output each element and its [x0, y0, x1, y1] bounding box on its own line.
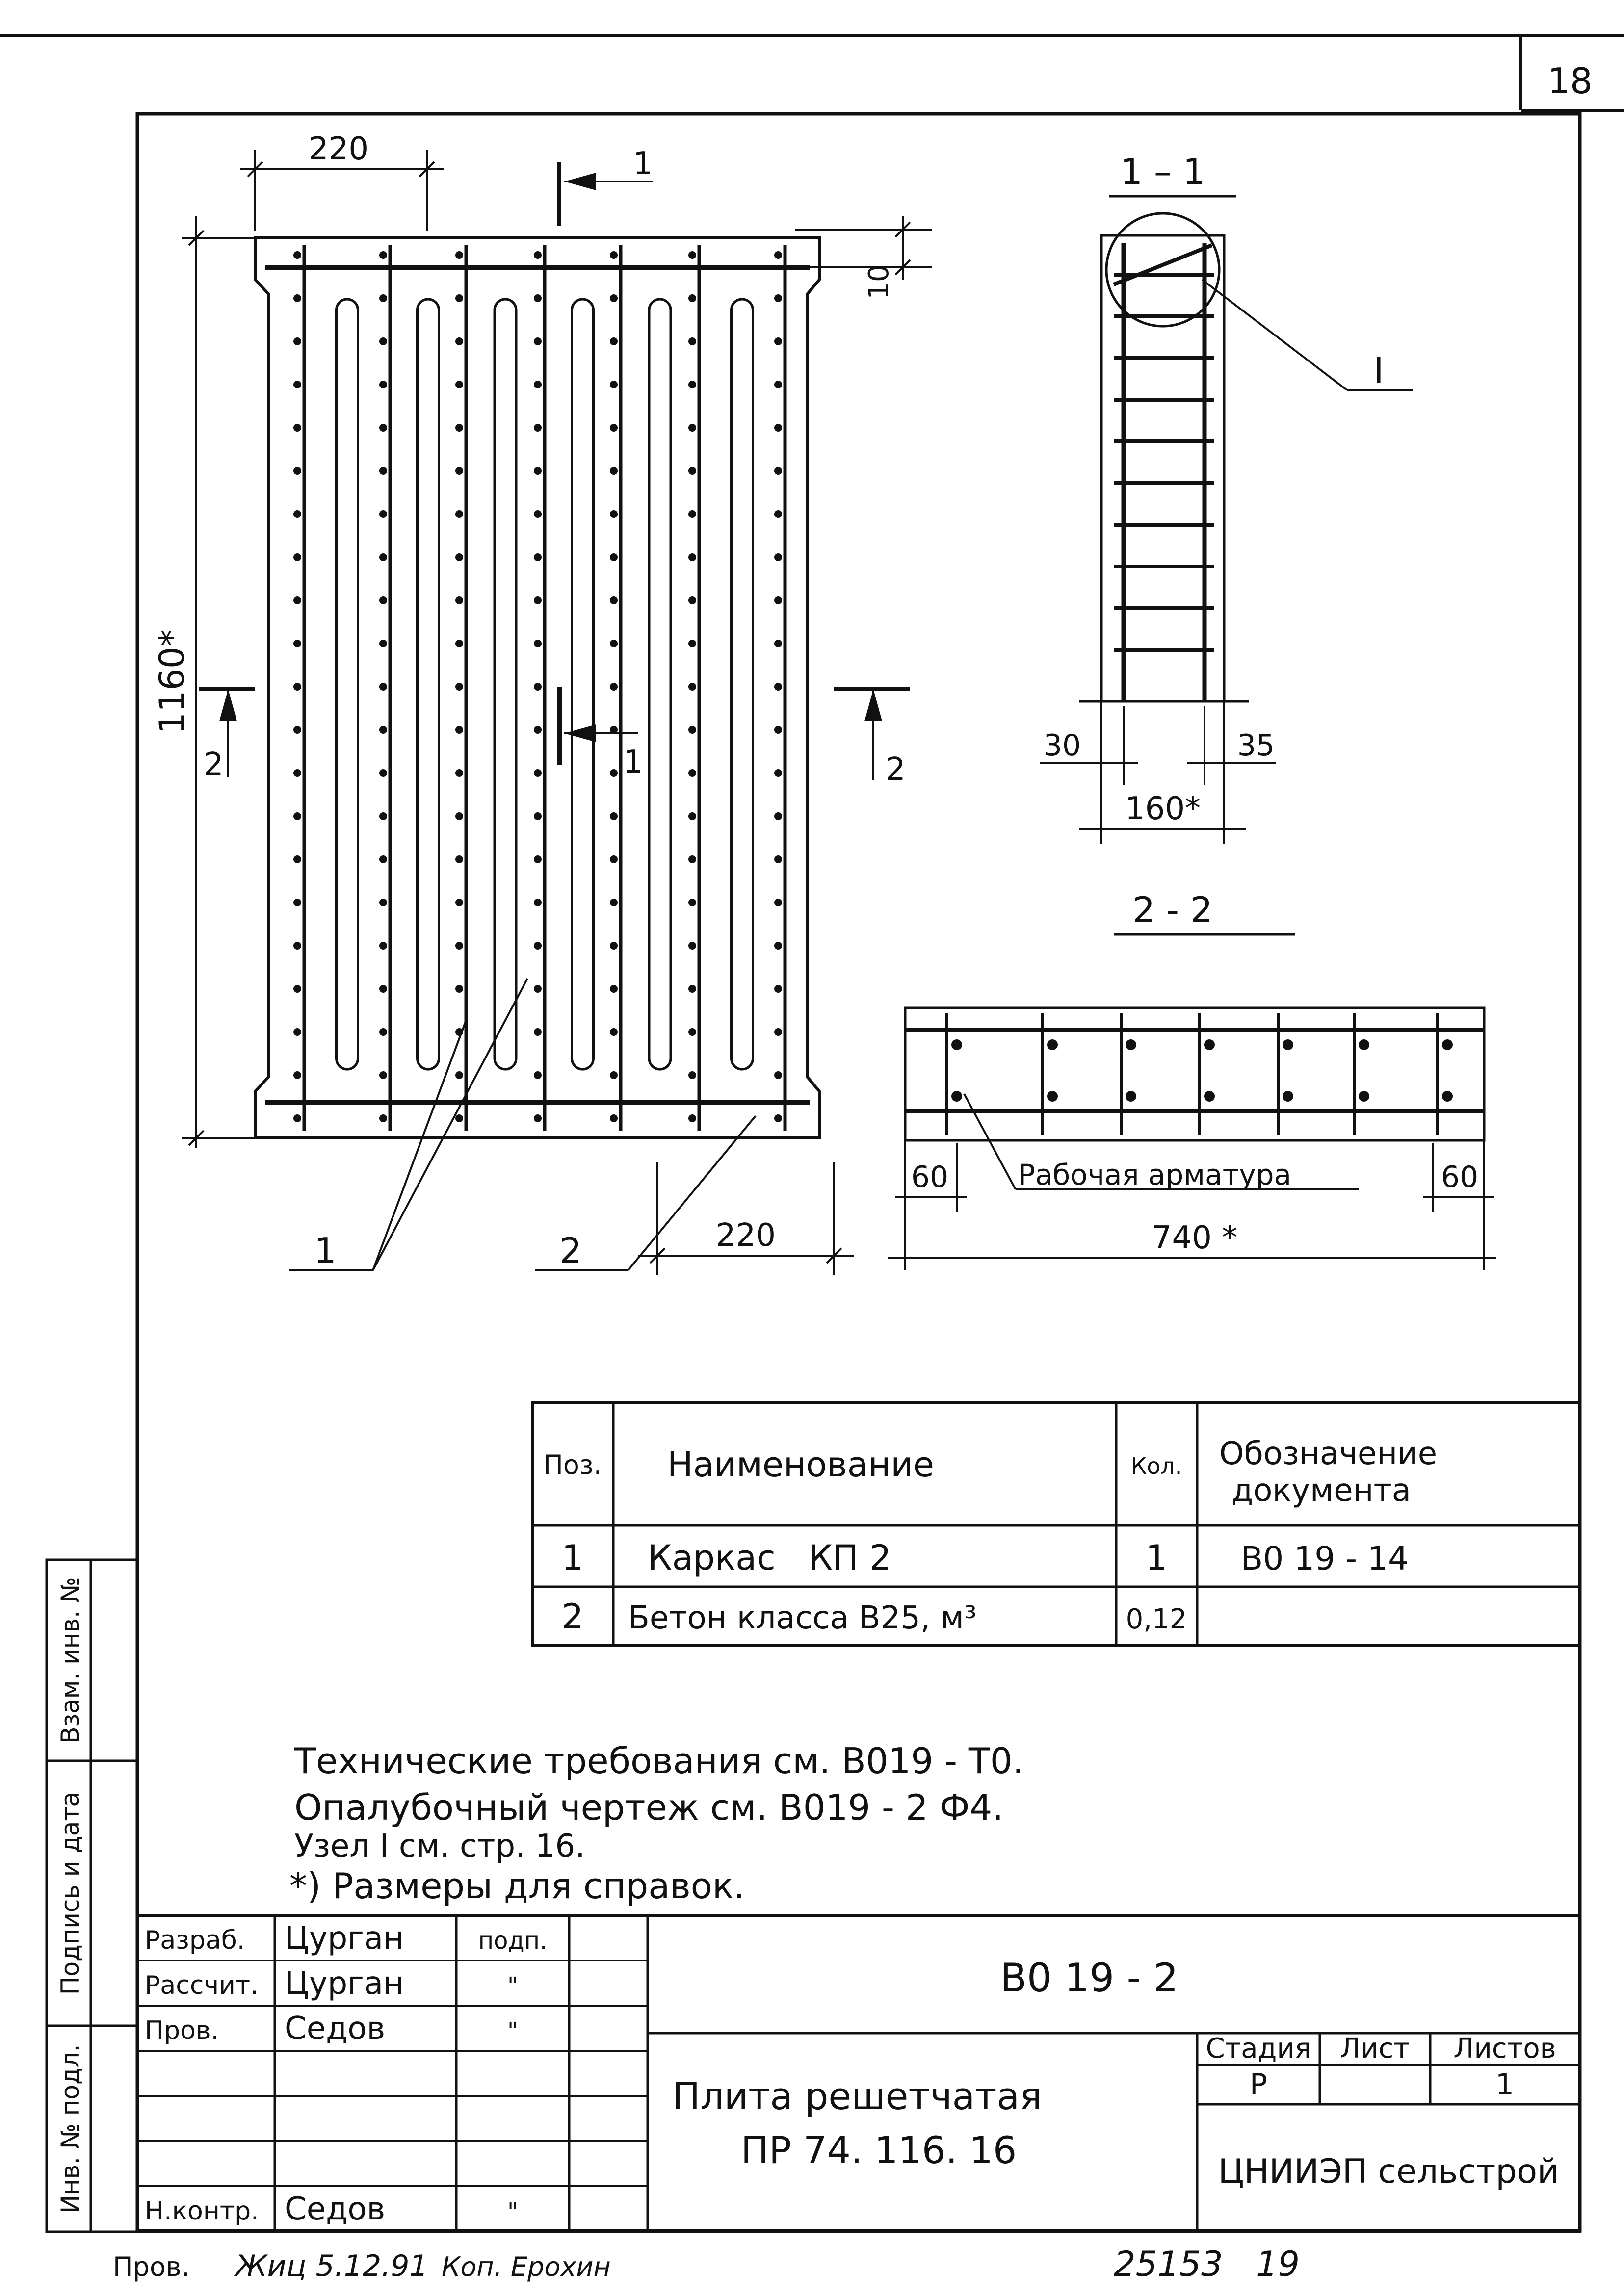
rebar-dot [293, 855, 301, 863]
sheet-header: Лист [1340, 2033, 1410, 2064]
title-person: Цурган [285, 1965, 404, 2002]
rebar-dot [534, 855, 542, 863]
rebar-dot [293, 1114, 301, 1122]
rebar-dot [379, 1028, 387, 1036]
rebar-dot [455, 294, 463, 302]
rebar-dot [1204, 1039, 1215, 1050]
rebar-dot [293, 381, 301, 388]
rebar-dot [455, 251, 463, 259]
rebar-dot [379, 553, 387, 561]
rebar-dot [610, 424, 618, 432]
spec-row-2-qty: 0,12 [1126, 1603, 1187, 1635]
rebar-dot [610, 683, 618, 691]
section-1-top-label: 1 [633, 146, 653, 182]
spec-header-name: Наименование [667, 1445, 934, 1485]
rebar-dot [688, 596, 696, 604]
rebar-dot [610, 510, 618, 518]
rebar-dot [774, 337, 782, 345]
rebar-dot [379, 769, 387, 777]
dim-160: 160* [1125, 791, 1201, 827]
section-2-left-label: 2 [204, 747, 224, 783]
footer [113, 2244, 1300, 2284]
rebar-dot [455, 467, 463, 475]
rebar-dot [610, 1071, 618, 1079]
rebar-dot [455, 640, 463, 647]
rebar-dot [293, 596, 301, 604]
rebar-dot [455, 726, 463, 734]
sheets-header: Листов [1453, 2033, 1556, 2064]
rebar-dot [610, 553, 618, 561]
note-3: Узел I см. стр. 16. [294, 1828, 585, 1864]
rebar-dot [379, 942, 387, 950]
title-block-rows [137, 1920, 648, 2227]
spec-row-1-pos: 1 [561, 1538, 584, 1578]
slot-opening [337, 299, 358, 1069]
rebar-dot [688, 899, 696, 906]
rebar-dot [379, 1071, 387, 1079]
rebar-dot [534, 683, 542, 691]
rebar-dot [293, 251, 301, 259]
rebar-dot [688, 985, 696, 993]
rebar-dot [774, 726, 782, 734]
slot-opening [418, 299, 439, 1069]
spec-row-1-qty: 1 [1145, 1538, 1168, 1578]
rebar-dot [379, 855, 387, 863]
rebar-dot [379, 337, 387, 345]
rebar-dot [293, 769, 301, 777]
rebar-dot [293, 683, 301, 691]
rebar-dot [379, 294, 387, 302]
rebar-dot [610, 855, 618, 863]
stage-value: Р [1249, 2067, 1268, 2102]
stamp-sign-date: Подпись и дата [56, 1791, 84, 1995]
rebar-dot [688, 812, 696, 820]
rebar-dot [688, 510, 696, 518]
specification-table [532, 1403, 1580, 1646]
rebar-dot [1359, 1091, 1369, 1102]
spec-header-pos: Поз. [543, 1449, 602, 1480]
rebar-dot [379, 640, 387, 647]
rebar-dot [455, 381, 463, 388]
slot-opening [572, 299, 594, 1069]
rebar-dot [774, 640, 782, 647]
section-1-1 [1040, 151, 1413, 844]
rebar-dot [379, 381, 387, 388]
rebar-dot [455, 985, 463, 993]
rebar-dot [379, 899, 387, 906]
spec-row-1-doc: В0 19 - 14 [1241, 1540, 1409, 1577]
sheet-number: 18 [1547, 60, 1593, 102]
rebar-dot [774, 467, 782, 475]
rebar-dot [774, 769, 782, 777]
rebar-dot [455, 855, 463, 863]
organization: ЦНИИЭП сельстрой [1218, 2152, 1559, 2191]
plate-plan-view [255, 238, 819, 1138]
rebar-dot [688, 294, 696, 302]
title-person: Седов [285, 2191, 386, 2227]
rebar-dot [534, 726, 542, 734]
rebar-dot [534, 553, 542, 561]
rebar-dot [455, 683, 463, 691]
rebar-dot [774, 683, 782, 691]
title-block [137, 1915, 1580, 2232]
rebar-dot [774, 899, 782, 906]
rebar-dot [688, 855, 696, 863]
rebar-dot [1126, 1091, 1136, 1102]
rebar-dot [534, 424, 542, 432]
rebar-dot [455, 769, 463, 777]
rebar-dot [774, 1028, 782, 1036]
rebar-dot [688, 1114, 696, 1122]
stage-header: Стадия [1205, 2033, 1311, 2064]
title-role: Пров. [145, 2016, 219, 2045]
title-role: Рассчит. [145, 1971, 259, 2000]
rebar-dot [534, 1028, 542, 1036]
rebar-dot [688, 381, 696, 388]
rebar-dot [610, 467, 618, 475]
slot-opening [649, 299, 671, 1069]
section-1-mid-label: 1 [623, 744, 643, 780]
footer-page: 19 [1256, 2244, 1300, 2284]
rebar-dot [293, 1071, 301, 1079]
rebar-dot [455, 510, 463, 518]
dim-30: 30 [1043, 728, 1081, 763]
rebar-dot [455, 1114, 463, 1122]
rebar-dot [774, 424, 782, 432]
reinforcement-dots [293, 251, 782, 1122]
rebar-dot [293, 985, 301, 993]
rebar-dot [774, 1071, 782, 1079]
rebar-dot [688, 942, 696, 950]
rebar-dot [379, 985, 387, 993]
rebar-dot [293, 726, 301, 734]
rebar-dot [774, 855, 782, 863]
rebar-dot [610, 812, 618, 820]
rebar-dot [1047, 1039, 1058, 1050]
rebar-dot [1283, 1039, 1293, 1050]
rebar-dot [774, 294, 782, 302]
rebar-dot [455, 553, 463, 561]
note-1: Технические требования см. В019 - Т0. [294, 1740, 1024, 1781]
rebar-dot [379, 683, 387, 691]
doc-code: В0 19 - 2 [1000, 1955, 1179, 2001]
title-role: Н.контр. [145, 2196, 259, 2226]
dim-width-top: 220 [308, 131, 369, 167]
rebar-dot [1359, 1039, 1369, 1050]
rebar-dot [455, 337, 463, 345]
spec-row-2-pos: 2 [561, 1597, 584, 1637]
rebar-dot [379, 251, 387, 259]
rebar-dot [534, 1114, 542, 1122]
rebar-dot [610, 251, 618, 259]
rebar-dot [610, 985, 618, 993]
rebar-dot [610, 640, 618, 647]
title-line-2: ПР 74. 116. 16 [741, 2128, 1017, 2172]
rebar-dot [688, 467, 696, 475]
stirrup-rungs [1114, 275, 1214, 650]
rebar-dot [534, 769, 542, 777]
rebar-dot [610, 1114, 618, 1122]
rebar-dot [534, 467, 542, 475]
sheets-value: 1 [1495, 2067, 1515, 2102]
leader-2-label: 2 [559, 1230, 582, 1271]
rebar-dot [774, 510, 782, 518]
rebar-dot [610, 596, 618, 604]
rebar-dot [455, 942, 463, 950]
rebar-dot [379, 596, 387, 604]
rebar-dot [534, 640, 542, 647]
rebar-dot [688, 337, 696, 345]
footer-checked-sign: Жиц 5.12.91 [236, 2249, 428, 2283]
section-2-right-label: 2 [886, 751, 906, 788]
title-signature: " [507, 2198, 519, 2225]
section-1-1-title: 1 – 1 [1120, 151, 1205, 192]
rebar-dot [379, 467, 387, 475]
slot-opening [495, 299, 516, 1069]
spec-header-qty: Кол. [1130, 1453, 1182, 1479]
rebar-dot [951, 1039, 962, 1050]
node-label: I [1373, 350, 1384, 391]
rebar-dot [688, 424, 696, 432]
rebar-dot [534, 294, 542, 302]
rebar-dot [1283, 1091, 1293, 1102]
rebar-dot [610, 769, 618, 777]
rebar-dot [688, 251, 696, 259]
rebar-dot [379, 424, 387, 432]
rebar-dot [455, 812, 463, 820]
rebar-dot [1126, 1039, 1136, 1050]
title-role: Разраб. [145, 1926, 245, 1955]
title-signature: " [507, 1972, 519, 2000]
rebar-dot [293, 510, 301, 518]
rebar-dot [774, 1114, 782, 1122]
rebar-dot [688, 640, 696, 647]
title-person: Седов [285, 2011, 386, 2047]
rebar-dot [774, 381, 782, 388]
rebar-dot [293, 294, 301, 302]
leader-1-label: 1 [314, 1230, 337, 1271]
rebar-dot [610, 942, 618, 950]
rebar-dot [774, 251, 782, 259]
rebar-dot [293, 812, 301, 820]
rebar-dot [688, 683, 696, 691]
rebar-dot [774, 812, 782, 820]
rebar-dot [688, 1071, 696, 1079]
rebar-dot [534, 899, 542, 906]
dim-width-bottom: 220 [715, 1217, 776, 1254]
note-4: *) Размеры для справок. [289, 1865, 745, 1907]
rebar-dot [610, 337, 618, 345]
rebar-dot [774, 553, 782, 561]
title-signature: " [507, 2017, 519, 2045]
rebar-dot [534, 985, 542, 993]
rebar-dot [455, 596, 463, 604]
notes [289, 1740, 1024, 1907]
rebar-dot [1442, 1039, 1453, 1050]
rebar-dot [774, 985, 782, 993]
rebar-dot [293, 1028, 301, 1036]
rebar-dot [534, 251, 542, 259]
rebar-dot [379, 812, 387, 820]
longitudinal-ribs [304, 245, 785, 1131]
rebar-dot [610, 899, 618, 906]
rebar-dot [688, 726, 696, 734]
rebar-dot [534, 510, 542, 518]
rebar-dot [379, 1114, 387, 1122]
title-person: Цурган [285, 1920, 404, 1957]
spec-row-2-name: Бетон класса В25, м³ [628, 1600, 977, 1636]
rebar-dot [688, 769, 696, 777]
rebar-dot [534, 596, 542, 604]
rebar-dot [379, 726, 387, 734]
rebar-dot [774, 942, 782, 950]
rebar-dot [1442, 1091, 1453, 1102]
rebar-dot [534, 381, 542, 388]
slot-opening [732, 299, 753, 1069]
stamp-inv-orig: Инв. № подл. [56, 2044, 84, 2214]
dim-740: 740 * [1152, 1220, 1238, 1256]
dim-top-offset: 10 [863, 264, 895, 300]
position-leaders [289, 979, 756, 1271]
rebar-dot [610, 294, 618, 302]
rebar-dot [293, 942, 301, 950]
rebar-dot [379, 510, 387, 518]
rebar-dot [293, 467, 301, 475]
rebar-dot [688, 553, 696, 561]
spec-row-1-name: Каркас КП 2 [648, 1538, 891, 1578]
section-2-2 [888, 889, 1496, 1270]
rebar-dot [534, 812, 542, 820]
rebar-dot [293, 337, 301, 345]
rebar-dot [293, 553, 301, 561]
title-signature: подп. [478, 1927, 548, 1955]
working-rebar-label: Рабочая арматура [1018, 1158, 1292, 1191]
rebar-dot [534, 337, 542, 345]
rebar-dot [688, 1028, 696, 1036]
rebar-dot [455, 424, 463, 432]
dim-60-right: 60 [1441, 1160, 1479, 1194]
rebar-dot [293, 640, 301, 647]
stamp-repl-inv: Взам. инв. № [56, 1577, 84, 1744]
rebar-dot [774, 596, 782, 604]
rebar-dot [293, 424, 301, 432]
rebar-dot [293, 899, 301, 906]
dim-60-left: 60 [911, 1160, 949, 1194]
rebar-dot [610, 381, 618, 388]
title-line-1: Плита решетчатая [672, 2074, 1042, 2118]
footer-checked: Пров. [113, 2251, 190, 2282]
rebar-dot [610, 1028, 618, 1036]
rebar-dot [534, 1071, 542, 1079]
footer-copy: Коп. Ерохин [442, 2251, 611, 2282]
rebar-dot [1204, 1091, 1215, 1102]
rebar-dot [951, 1091, 962, 1102]
rebar-dot [455, 899, 463, 906]
footer-archive-no: 25153 [1114, 2244, 1223, 2284]
spec-header-doc: Обозначение документа [1219, 1436, 1438, 1509]
rebar-dot [534, 942, 542, 950]
side-stamp [47, 1560, 137, 2232]
note-2: Опалубочный чертеж см. В019 - 2 Ф4. [294, 1787, 1004, 1828]
rebar-dot [455, 1071, 463, 1079]
dim-35: 35 [1237, 728, 1275, 763]
section-2-2-title: 2 - 2 [1132, 889, 1213, 930]
rebar-dot [1047, 1091, 1058, 1102]
dim-height: 1160* [152, 629, 192, 734]
